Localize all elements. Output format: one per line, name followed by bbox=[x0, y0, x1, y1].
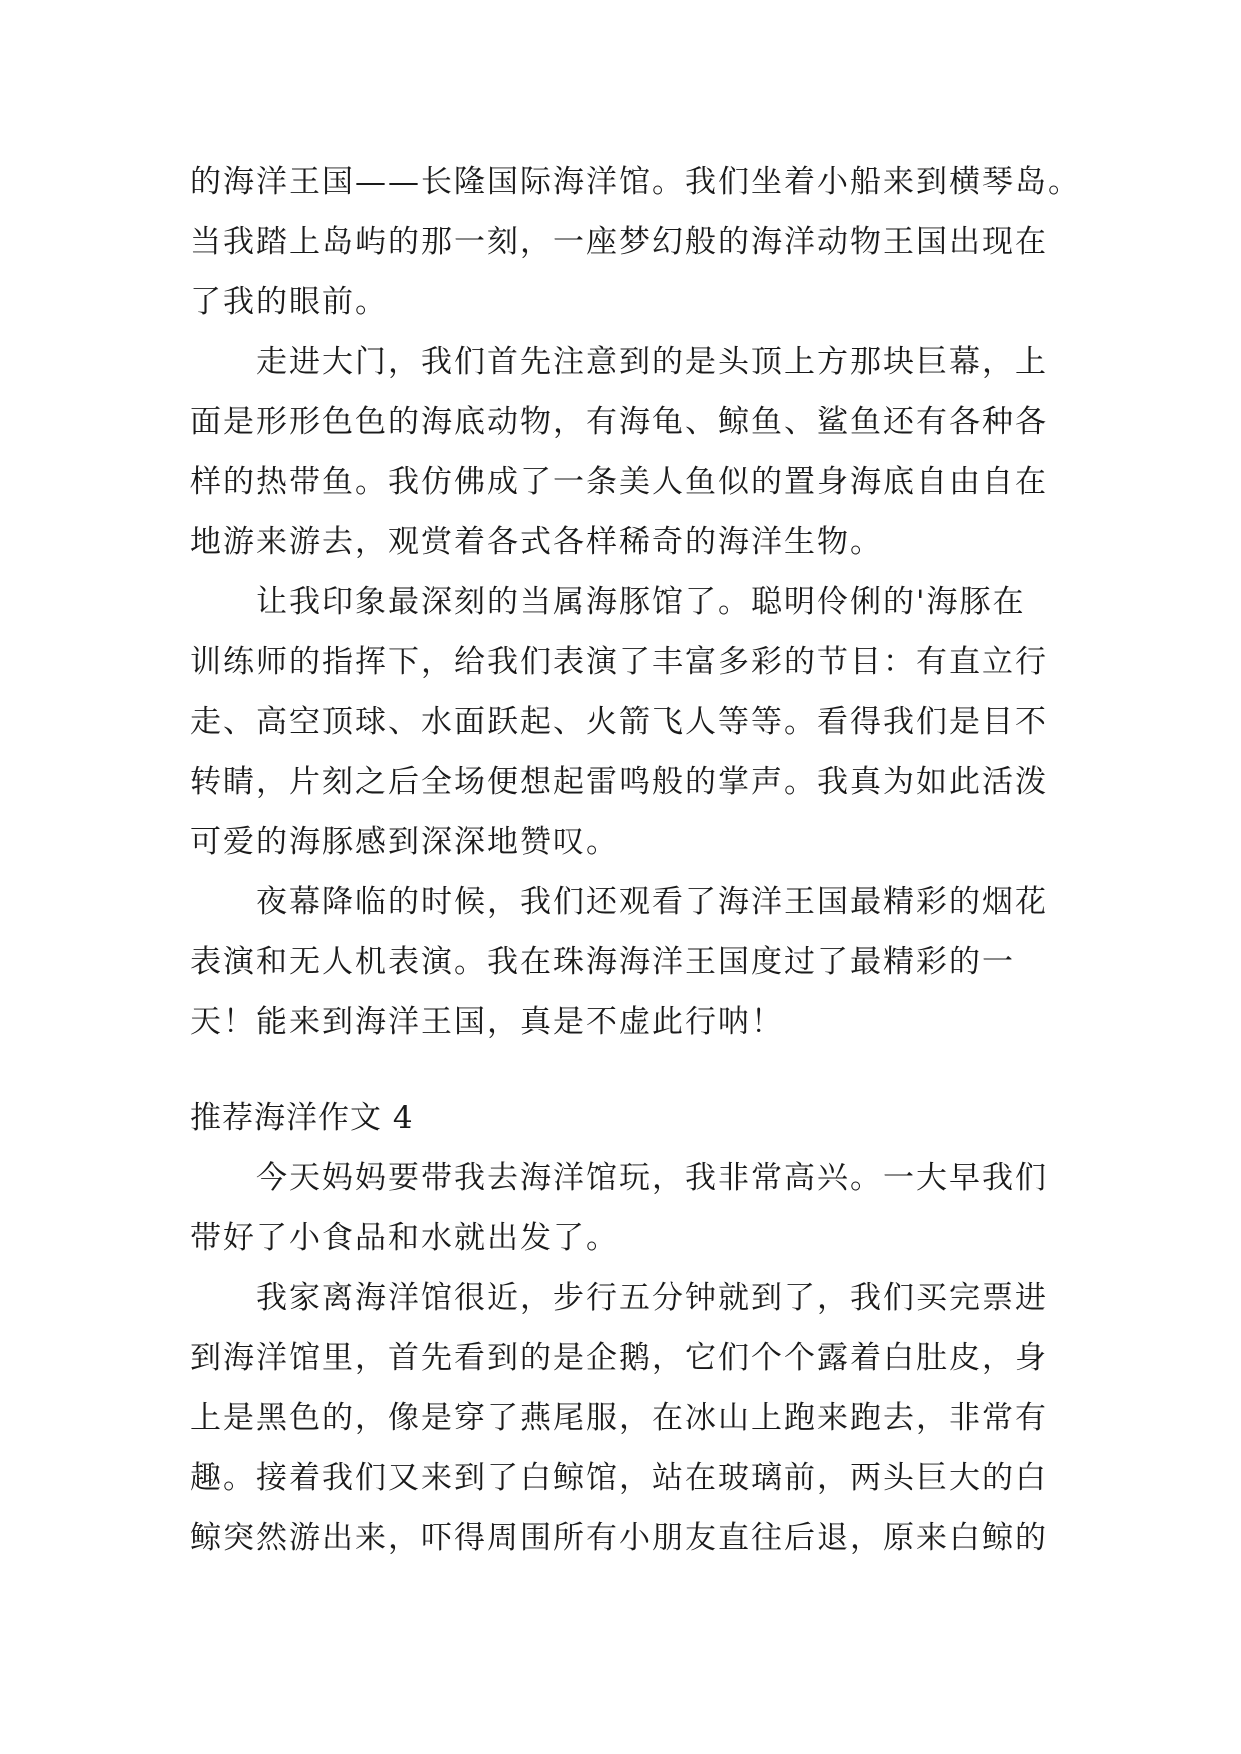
paragraph-line: 可爱的海豚感到深深地赞叹。 bbox=[190, 824, 619, 860]
paragraph-line: 表演和无人机表演。我在珠海海洋王国度过了最精彩的一 bbox=[190, 944, 1015, 980]
paragraph-line: 走、高空顶球、水面跃起、火箭飞人等等。看得我们是目不 bbox=[190, 704, 1048, 740]
paragraph-line: 鲸突然游出来，吓得周围所有小朋友直往后退，原来白鲸的 bbox=[190, 1520, 1048, 1556]
paragraph-line: 转睛，片刻之后全场便想起雷鸣般的掌声。我真为如此活泼 bbox=[190, 764, 1048, 800]
paragraph-line: 到海洋馆里，首先看到的是企鹅，它们个个露着白肚皮，身 bbox=[190, 1340, 1048, 1376]
paragraph-line: 面是形形色色的海底动物，有海龟、鲸鱼、鲨鱼还有各种各 bbox=[190, 404, 1048, 440]
paragraph-line: 我家离海洋馆很近，步行五分钟就到了，我们买完票进 bbox=[256, 1280, 1048, 1316]
paragraph-line: 了我的眼前。 bbox=[190, 284, 388, 320]
paragraph-line: 上是黑色的，像是穿了燕尾服，在冰山上跑来跑去，非常有 bbox=[190, 1400, 1048, 1436]
paragraph-line: 今天妈妈要带我去海洋馆玩，我非常高兴。一大早我们 bbox=[256, 1160, 1048, 1196]
paragraph-line: 带好了小食品和水就出发了。 bbox=[190, 1220, 619, 1256]
paragraph-line: 样的热带鱼。我仿佛成了一条美人鱼似的置身海底自由自在 bbox=[190, 464, 1048, 500]
paragraph-line: 地游来游去，观赏着各式各样稀奇的海洋生物。 bbox=[190, 524, 883, 560]
paragraph-line: 让我印象最深刻的当属海豚馆了。聪明伶俐的'海豚在 bbox=[256, 584, 1026, 620]
paragraph-line: 的海洋王国——长隆国际海洋馆。我们坐着小船来到横琴岛。 bbox=[190, 164, 1081, 200]
paragraph-line: 夜幕降临的时候，我们还观看了海洋王国最精彩的烟花 bbox=[256, 884, 1048, 920]
paragraph-line: 当我踏上岛屿的那一刻，一座梦幻般的海洋动物王国出现在 bbox=[190, 224, 1048, 260]
section-heading: 推荐海洋作文 4 bbox=[190, 1100, 414, 1136]
paragraph-line: 趣。接着我们又来到了白鲸馆，站在玻璃前，两头巨大的白 bbox=[190, 1460, 1048, 1496]
paragraph-line: 天！能来到海洋王国，真是不虚此行呐！ bbox=[190, 1004, 784, 1040]
paragraph-line: 训练师的指挥下，给我们表演了丰富多彩的节目：有直立行 bbox=[190, 644, 1048, 680]
paragraph-line: 走进大门，我们首先注意到的是头顶上方那块巨幕，上 bbox=[256, 344, 1048, 380]
